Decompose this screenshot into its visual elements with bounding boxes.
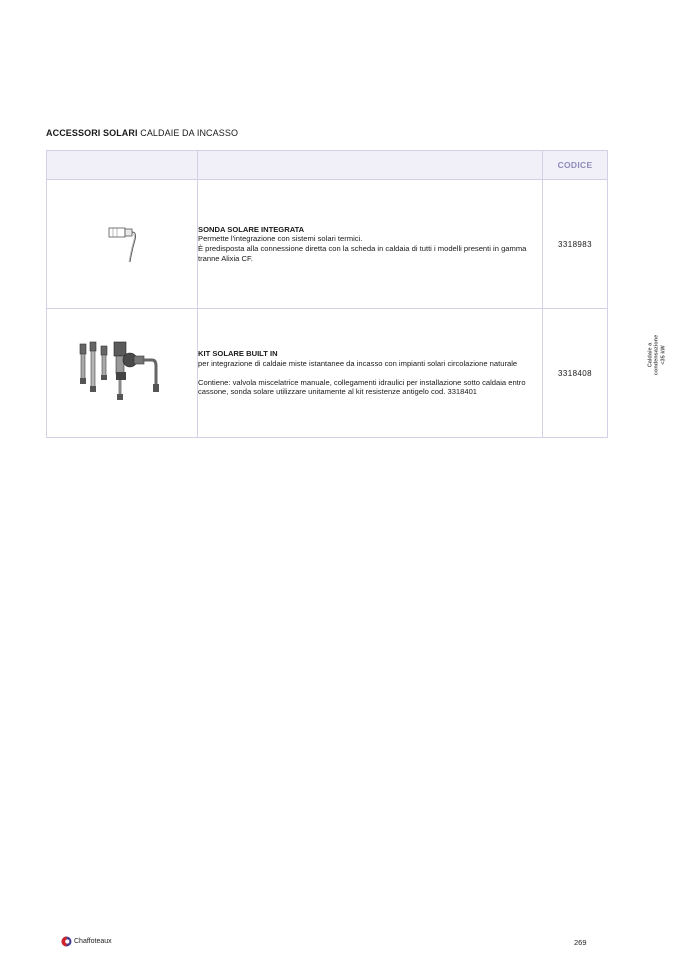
side-tab-line: <35 kW: [660, 345, 667, 365]
solar-probe-icon: [97, 218, 147, 266]
solar-kit-icon: [76, 338, 168, 404]
chaffoteaux-logo-icon: [61, 936, 72, 947]
table-row: [47, 180, 608, 309]
product-description-line: per integrazione di caldaie miste istantanee da incasso con impianti solari circolazione naturale: [198, 358, 518, 368]
accessories-table: [46, 150, 608, 438]
side-tab-line: condensazione: [653, 334, 660, 376]
side-section-tab: [640, 330, 674, 380]
product-code: 3318408: [543, 309, 608, 438]
product-description-line: Contiene: valvola miscelatrice manuale, collegamenti idraulici per installazione sotto caldaia entro cassone, sonda solare utilizzare unitamente al kit resistenze antigelo cod. 3318401: [198, 377, 526, 397]
product-description-line: Permette l'integrazione con sistemi solari termici.: [198, 234, 363, 244]
product-description-cell: [198, 309, 543, 438]
footer-logo: [61, 936, 112, 947]
header-description-column: [198, 151, 543, 180]
product-image-cell: [47, 309, 198, 438]
paragraph-spacer: [198, 368, 542, 378]
section-title-normal: CALDAIE DA INCASSO: [140, 128, 239, 138]
page-number: 269: [574, 938, 587, 947]
section-title-bold: ACCESSORI SOLARI: [46, 128, 138, 138]
product-name: KIT SOLARE BUILT IN: [198, 349, 278, 359]
section-title: [46, 128, 238, 138]
product-name: SONDA SOLARE INTEGRATA: [198, 224, 305, 234]
side-tab-line: Caldaie a: [647, 342, 654, 368]
header-code-column: CODICE: [543, 151, 608, 180]
product-description-cell: [198, 180, 543, 309]
product-code: 3318983: [543, 180, 608, 309]
product-description-line: È predisposta alla connessione diretta con la scheda in caldaia di tutti i modelli presenti in gamma tranne Alixia CF.: [198, 244, 527, 263]
table-header-row: [47, 151, 608, 180]
product-image-cell: [47, 180, 198, 309]
header-image-column: [47, 151, 198, 180]
table-row: [47, 309, 608, 438]
footer-brand-name: Chaffoteaux: [74, 938, 112, 945]
